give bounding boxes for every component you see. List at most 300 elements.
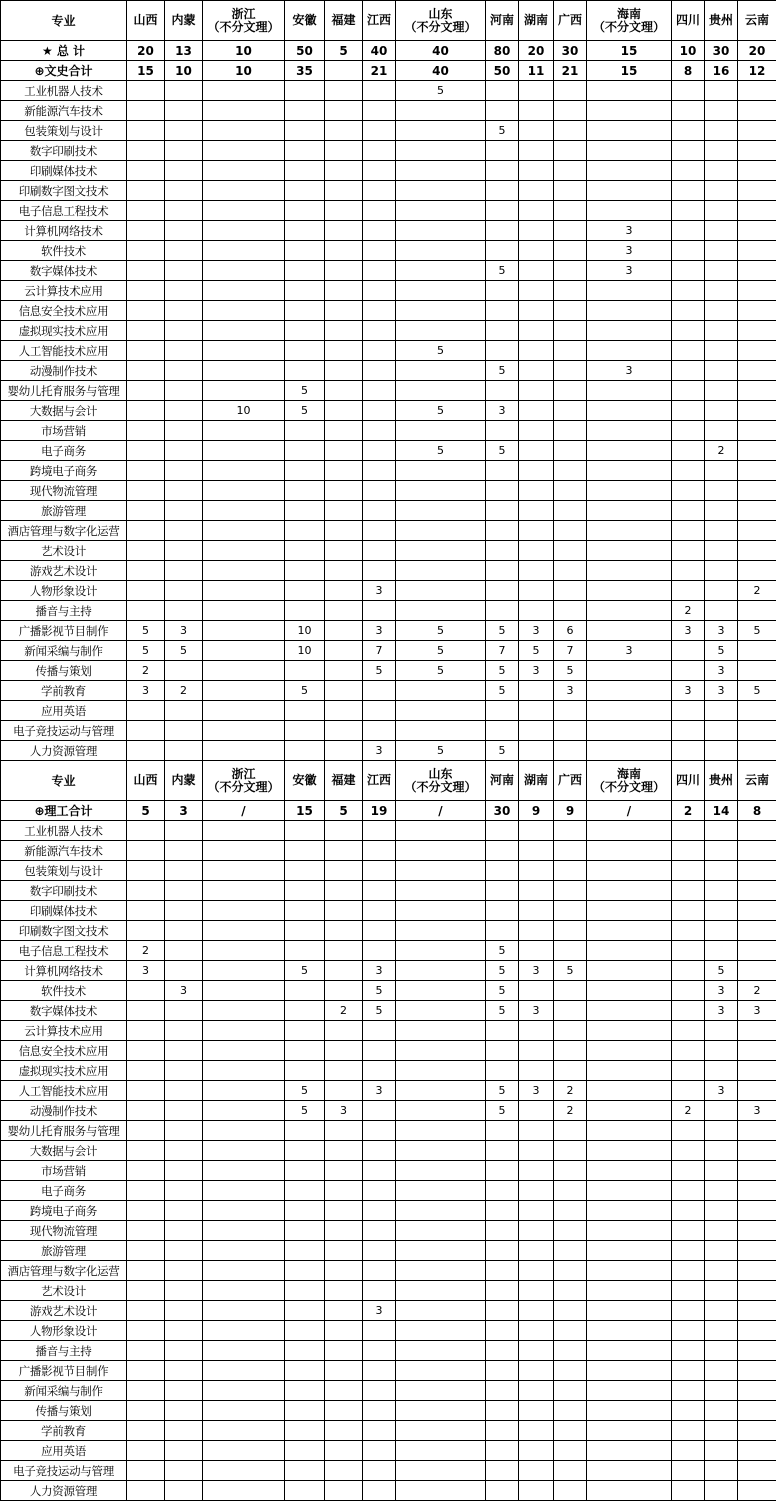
quota-cell: [519, 1041, 554, 1061]
quota-cell: [285, 1441, 325, 1461]
table-row: [1, 501, 776, 521]
quota-cell: [363, 1441, 396, 1461]
quota-cell: [396, 1041, 486, 1061]
quota-cell: [587, 1261, 672, 1281]
quota-cell: [672, 981, 705, 1001]
quota-cell: [672, 1261, 705, 1281]
quota-cell: [363, 1321, 396, 1341]
quota-cell: [285, 461, 325, 481]
major-name-cell: 印刷媒体技术: [1, 901, 127, 921]
major-name-cell: 市场营销: [1, 1161, 127, 1181]
quota-cell: [587, 121, 672, 141]
table-row: [1, 161, 776, 181]
quota-cell: [363, 181, 396, 201]
quota-cell: [396, 921, 486, 941]
quota-cell: [486, 521, 519, 541]
quota-cell: 3: [519, 661, 554, 681]
quota-cell: [672, 121, 705, 141]
quota-cell: [363, 141, 396, 161]
major-name-cell: 动漫制作技术: [1, 1101, 127, 1121]
arts-header-row: [1, 1, 776, 41]
quota-cell: [285, 1421, 325, 1441]
quota-cell: [325, 921, 363, 941]
quota-cell: [203, 841, 285, 861]
header-province-name: 湖南: [523, 13, 548, 27]
major-name-cell: 酒店管理与数字化运营: [1, 521, 127, 541]
quota-cell: [554, 421, 587, 441]
quota-cell: [705, 161, 738, 181]
grand-total-row-cell: 80: [486, 41, 519, 61]
major-name-cell: 云计算技术应用: [1, 1021, 127, 1041]
quota-cell: [738, 1381, 776, 1401]
quota-cell: [672, 1121, 705, 1141]
quota-cell: [203, 501, 285, 521]
quota-cell: 3: [519, 1001, 554, 1021]
grand-total-row-cell: 40: [396, 41, 486, 61]
quota-cell: 5: [396, 641, 486, 661]
quota-cell: [165, 161, 203, 181]
quota-cell: [705, 101, 738, 121]
quota-cell: [285, 521, 325, 541]
header-province-name: 江西: [366, 13, 391, 27]
major-name-cell: 应用英语: [1, 701, 127, 721]
quota-cell: [738, 1241, 776, 1261]
quota-cell: [519, 121, 554, 141]
quota-cell: [672, 661, 705, 681]
quota-cell: [127, 561, 165, 581]
quota-cell: [325, 201, 363, 221]
major-name-cell: 播音与主持: [1, 1341, 127, 1361]
quota-cell: [738, 921, 776, 941]
quota-cell: [325, 1181, 363, 1201]
quota-cell: 10: [285, 641, 325, 661]
quota-cell: [285, 241, 325, 261]
quota-cell: [363, 941, 396, 961]
quota-cell: [396, 1241, 486, 1261]
quota-cell: [738, 261, 776, 281]
quota-cell: [587, 841, 672, 861]
quota-cell: [587, 141, 672, 161]
quota-cell: [554, 901, 587, 921]
quota-cell: [127, 581, 165, 601]
quota-cell: [738, 701, 776, 721]
quota-cell: [127, 1241, 165, 1261]
major-name-cell: 艺术设计: [1, 1281, 127, 1301]
header-province-name: 云南: [744, 773, 769, 787]
quota-cell: [519, 1241, 554, 1261]
quota-cell: [363, 1401, 396, 1421]
header-province: [672, 1, 705, 41]
quota-cell: [325, 1061, 363, 1081]
quota-cell: [396, 1001, 486, 1021]
header-province-name: 安徽: [292, 773, 317, 787]
quota-cell: [705, 821, 738, 841]
quota-cell: [285, 1461, 325, 1481]
quota-cell: [127, 721, 165, 741]
quota-cell: 5: [396, 741, 486, 761]
quota-cell: [519, 421, 554, 441]
table-row: [1, 821, 776, 841]
quota-cell: [396, 861, 486, 881]
quota-cell: 3: [738, 1001, 776, 1021]
quota-cell: [396, 1161, 486, 1181]
table-row: [1, 961, 776, 981]
major-name-cell: 数字媒体技术: [1, 1001, 127, 1021]
quota-cell: [396, 1461, 486, 1481]
table-row: [1, 701, 776, 721]
quota-cell: [363, 1381, 396, 1401]
quota-cell: [587, 1161, 672, 1181]
quota-cell: [738, 221, 776, 241]
quota-cell: [325, 1421, 363, 1441]
quota-cell: [587, 861, 672, 881]
quota-cell: 3: [127, 681, 165, 701]
quota-cell: [285, 601, 325, 621]
quota-cell: 3: [672, 621, 705, 641]
table-row: [1, 1121, 776, 1141]
quota-cell: [672, 581, 705, 601]
quota-cell: [363, 1221, 396, 1241]
quota-cell: [705, 601, 738, 621]
quota-cell: [519, 1181, 554, 1201]
quota-cell: [363, 261, 396, 281]
quota-cell: [165, 1041, 203, 1061]
quota-cell: [396, 281, 486, 301]
science-subtotal-row-cell: /: [396, 801, 486, 821]
quota-cell: [325, 541, 363, 561]
quota-cell: [672, 1421, 705, 1441]
quota-cell: 3: [705, 1081, 738, 1101]
quota-cell: [705, 281, 738, 301]
header-province: [705, 761, 738, 801]
quota-cell: [672, 1141, 705, 1161]
quota-cell: [285, 201, 325, 221]
quota-cell: [486, 1221, 519, 1241]
quota-cell: [325, 441, 363, 461]
quota-cell: [519, 941, 554, 961]
arts-subtotal-row-cell: 12: [738, 61, 776, 81]
quota-cell: [203, 1061, 285, 1081]
major-name-cell: 人工智能技术应用: [1, 341, 127, 361]
major-name-cell: 大数据与会计: [1, 1141, 127, 1161]
quota-cell: [363, 861, 396, 881]
quota-cell: [486, 821, 519, 841]
quota-cell: [203, 1181, 285, 1201]
table-row: [1, 81, 776, 101]
quota-cell: [672, 181, 705, 201]
quota-cell: 5: [486, 661, 519, 681]
quota-cell: [127, 1181, 165, 1201]
quota-cell: [396, 121, 486, 141]
quota-cell: [738, 1441, 776, 1461]
quota-cell: 7: [363, 641, 396, 661]
quota-cell: [705, 141, 738, 161]
quota-cell: 5: [486, 361, 519, 381]
quota-cell: [486, 201, 519, 221]
table-row: [1, 121, 776, 141]
header-major: 专业: [1, 761, 127, 801]
quota-cell: [486, 301, 519, 321]
quota-cell: [705, 321, 738, 341]
quota-cell: [203, 221, 285, 241]
quota-cell: [672, 1361, 705, 1381]
quota-cell: [325, 1441, 363, 1461]
quota-cell: [396, 1421, 486, 1441]
quota-cell: [203, 1261, 285, 1281]
quota-cell: [165, 481, 203, 501]
quota-cell: [554, 1001, 587, 1021]
quota-cell: [519, 241, 554, 261]
quota-cell: [672, 361, 705, 381]
table-row: [1, 661, 776, 681]
quota-cell: [672, 641, 705, 661]
quota-cell: [396, 1401, 486, 1421]
quota-cell: [738, 301, 776, 321]
table-row: [1, 321, 776, 341]
quota-cell: [672, 861, 705, 881]
header-province: [363, 1, 396, 41]
arts-subtotal-row-cell: 40: [396, 61, 486, 81]
quota-cell: [705, 561, 738, 581]
quota-cell: [554, 501, 587, 521]
quota-cell: 3: [363, 741, 396, 761]
quota-cell: [738, 1341, 776, 1361]
quota-cell: [519, 1201, 554, 1221]
quota-cell: [672, 301, 705, 321]
table-row: [1, 301, 776, 321]
header-province: [396, 1, 486, 41]
quota-cell: [165, 321, 203, 341]
quota-cell: [363, 301, 396, 321]
quota-cell: [519, 1381, 554, 1401]
table-row: [1, 201, 776, 221]
quota-cell: [165, 1461, 203, 1481]
quota-cell: [705, 1181, 738, 1201]
quota-cell: [672, 521, 705, 541]
quota-cell: [165, 121, 203, 141]
quota-cell: [486, 161, 519, 181]
quota-cell: [672, 1281, 705, 1301]
quota-cell: [705, 121, 738, 141]
major-name-cell: 旅游管理: [1, 1241, 127, 1261]
quota-cell: [285, 741, 325, 761]
quota-cell: [203, 1101, 285, 1121]
quota-cell: [127, 1401, 165, 1421]
quota-cell: [325, 321, 363, 341]
quota-cell: [554, 341, 587, 361]
quota-cell: [165, 341, 203, 361]
header-province-note: （不分文理）: [592, 19, 665, 34]
quota-cell: 3: [165, 981, 203, 1001]
quota-cell: [363, 461, 396, 481]
quota-cell: [519, 1061, 554, 1081]
quota-cell: 5: [165, 641, 203, 661]
quota-cell: [554, 1481, 587, 1501]
quota-cell: [165, 1401, 203, 1421]
quota-cell: [285, 1261, 325, 1281]
header-province-name: 江西: [366, 773, 391, 787]
quota-cell: [285, 1401, 325, 1421]
quota-cell: [672, 561, 705, 581]
quota-cell: [325, 121, 363, 141]
quota-cell: [325, 981, 363, 1001]
quota-cell: [705, 241, 738, 261]
quota-cell: [587, 821, 672, 841]
quota-cell: [396, 1261, 486, 1281]
quota-cell: [396, 901, 486, 921]
table-row: [1, 1141, 776, 1161]
quota-cell: [203, 581, 285, 601]
quota-cell: [672, 1161, 705, 1181]
quota-cell: [554, 1401, 587, 1421]
quota-cell: [738, 1021, 776, 1041]
quota-cell: [738, 521, 776, 541]
quota-cell: [587, 961, 672, 981]
quota-cell: [165, 1241, 203, 1261]
quota-cell: [587, 941, 672, 961]
quota-cell: [738, 1181, 776, 1201]
quota-cell: 3: [672, 681, 705, 701]
quota-cell: [203, 1441, 285, 1461]
quota-cell: [325, 1341, 363, 1361]
table-row: [1, 481, 776, 501]
quota-cell: [203, 1401, 285, 1421]
quota-cell: [486, 1241, 519, 1261]
quota-cell: [519, 1141, 554, 1161]
header-province-name: 浙江: [231, 766, 256, 781]
quota-cell: [285, 181, 325, 201]
major-name-cell: 应用英语: [1, 1441, 127, 1461]
header-province-name: 广西: [557, 13, 582, 27]
quota-cell: [396, 701, 486, 721]
header-province-note: （不分文理）: [592, 779, 665, 794]
quota-cell: [519, 881, 554, 901]
quota-cell: [396, 501, 486, 521]
quota-cell: [363, 421, 396, 441]
arts-subtotal-row-cell: 16: [705, 61, 738, 81]
quota-cell: [165, 601, 203, 621]
quota-cell: [396, 1441, 486, 1461]
major-name-cell: 虚拟现实技术应用: [1, 321, 127, 341]
quota-cell: [396, 481, 486, 501]
quota-cell: [363, 501, 396, 521]
quota-cell: [285, 221, 325, 241]
quota-cell: [285, 261, 325, 281]
quota-cell: [325, 381, 363, 401]
quota-cell: [203, 821, 285, 841]
quota-cell: [325, 1281, 363, 1301]
quota-cell: [672, 1441, 705, 1461]
quota-cell: [396, 521, 486, 541]
table-row: [1, 1081, 776, 1101]
quota-cell: [705, 701, 738, 721]
quota-cell: [165, 1001, 203, 1021]
quota-cell: [705, 361, 738, 381]
quota-cell: [519, 101, 554, 121]
quota-cell: [285, 421, 325, 441]
quota-cell: [165, 1221, 203, 1241]
major-name-cell: 艺术设计: [1, 541, 127, 561]
header-province: [285, 1, 325, 41]
quota-cell: [363, 361, 396, 381]
quota-cell: [285, 441, 325, 461]
quota-cell: [165, 361, 203, 381]
quota-cell: [363, 321, 396, 341]
quota-cell: [285, 341, 325, 361]
quota-cell: [203, 381, 285, 401]
quota-cell: [705, 301, 738, 321]
quota-cell: [203, 1381, 285, 1401]
header-province-name: 内蒙: [171, 773, 196, 787]
quota-cell: [519, 1481, 554, 1501]
quota-cell: [705, 1261, 738, 1281]
quota-cell: [396, 941, 486, 961]
quota-cell: [554, 161, 587, 181]
quota-cell: [285, 1321, 325, 1341]
quota-cell: [587, 401, 672, 421]
quota-cell: [285, 901, 325, 921]
quota-cell: [127, 1301, 165, 1321]
quota-cell: [363, 681, 396, 701]
quota-cell: [672, 141, 705, 161]
quota-cell: [672, 841, 705, 861]
header-province: [165, 761, 203, 801]
quota-cell: [127, 1021, 165, 1041]
quota-cell: [325, 881, 363, 901]
quota-cell: [587, 81, 672, 101]
quota-cell: [363, 281, 396, 301]
quota-cell: [363, 1141, 396, 1161]
quota-cell: [705, 941, 738, 961]
quota-cell: [165, 921, 203, 941]
quota-cell: [127, 401, 165, 421]
quota-cell: [165, 201, 203, 221]
quota-cell: [519, 841, 554, 861]
grand-total-row-cell: 20: [519, 41, 554, 61]
quota-cell: [519, 1421, 554, 1441]
quota-cell: [285, 981, 325, 1001]
quota-cell: [486, 581, 519, 601]
quota-cell: [672, 1241, 705, 1261]
quota-cell: [165, 721, 203, 741]
quota-cell: [325, 821, 363, 841]
quota-cell: [672, 1301, 705, 1321]
quota-cell: [325, 101, 363, 121]
major-name-cell: 婴幼儿托育服务与管理: [1, 1121, 127, 1141]
quota-cell: [396, 261, 486, 281]
quota-cell: [165, 1301, 203, 1321]
arts-subtotal-row-cell: 10: [203, 61, 285, 81]
major-name-cell: 新能源汽车技术: [1, 101, 127, 121]
quota-cell: [519, 901, 554, 921]
quota-cell: [554, 361, 587, 381]
quota-cell: [127, 1161, 165, 1181]
quota-cell: [325, 1141, 363, 1161]
quota-cell: 3: [705, 661, 738, 681]
arts-subtotal-row-cell: [325, 61, 363, 81]
quota-cell: [165, 741, 203, 761]
quota-cell: [587, 1481, 672, 1501]
header-province: [285, 761, 325, 801]
quota-cell: [285, 1141, 325, 1161]
science-subtotal-row-cell: 2: [672, 801, 705, 821]
quota-cell: [285, 721, 325, 741]
quota-cell: [519, 981, 554, 1001]
quota-cell: [363, 561, 396, 581]
quota-cell: [396, 1121, 486, 1141]
header-province: [396, 761, 486, 801]
quota-cell: [165, 441, 203, 461]
